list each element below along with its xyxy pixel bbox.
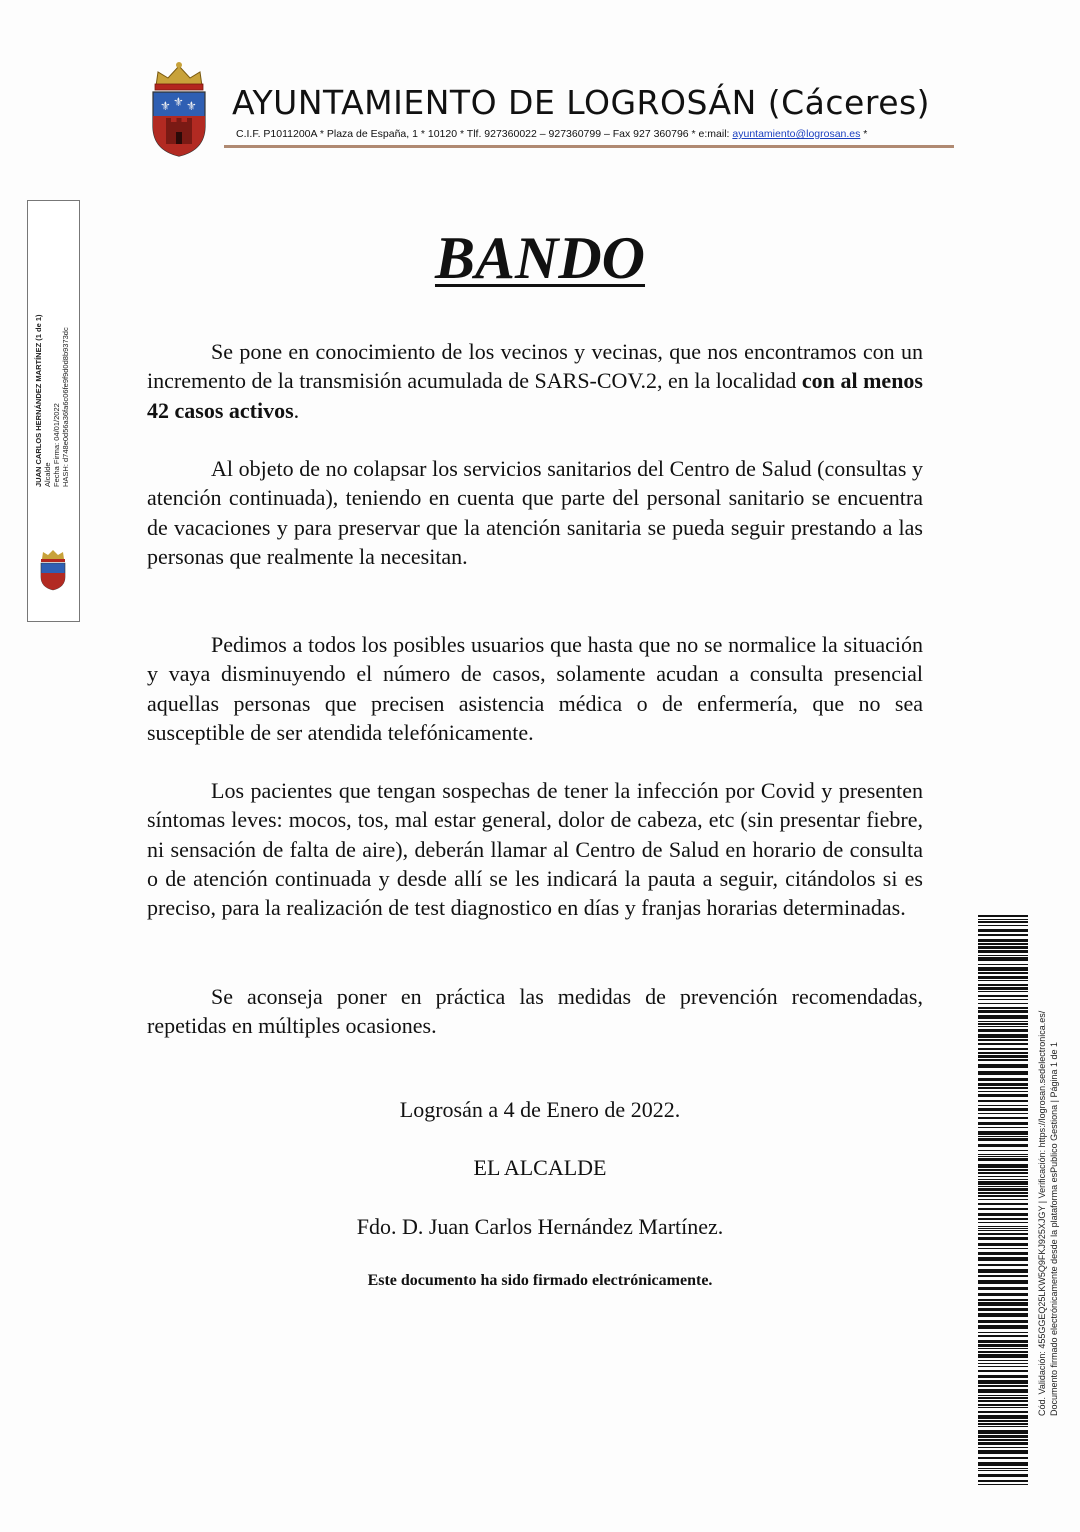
barcode-bar xyxy=(978,1395,1028,1396)
barcode-bar xyxy=(978,1176,1028,1177)
paragraph-1-end: . xyxy=(293,397,300,423)
barcode-bar xyxy=(978,1021,1028,1022)
barcode-bar xyxy=(978,1397,1028,1399)
e-signature-note: Este documento ha sido firmado electrónicamente. xyxy=(367,1272,713,1289)
barcode-bar xyxy=(978,1108,1028,1111)
barcode-bar xyxy=(978,1087,1028,1089)
barcode-bar xyxy=(978,950,1028,953)
barcode-bar xyxy=(978,929,1028,932)
barcode-bar xyxy=(978,1023,1028,1025)
barcode-bar xyxy=(978,1188,1028,1191)
barcode-bar xyxy=(978,984,1028,986)
barcode-bar xyxy=(978,1136,1028,1137)
barcode-bar xyxy=(978,1156,1028,1157)
barcode-bar xyxy=(978,1172,1028,1174)
barcode-bar xyxy=(978,1480,1028,1482)
barcode-bar xyxy=(978,1420,1028,1422)
barcode-bar xyxy=(978,1078,1028,1081)
document-title-text: BANDO xyxy=(434,225,646,291)
barcode-bar xyxy=(978,1230,1028,1231)
barcode-bar xyxy=(978,1407,1028,1408)
barcode-bar xyxy=(978,939,1028,942)
barcode-bar xyxy=(978,1150,1028,1151)
date-line: Logrosán a 4 de Enero de 2022. xyxy=(399,1097,681,1122)
barcode-bar xyxy=(978,1222,1028,1223)
barcode-bar xyxy=(978,1127,1028,1128)
barcode-bar xyxy=(978,1348,1028,1349)
barcode-bar xyxy=(978,1179,1028,1180)
barcode-bar xyxy=(978,1468,1028,1469)
verification-text xyxy=(1036,1010,1062,1416)
barcode-bar xyxy=(978,1144,1028,1147)
barcode-bar xyxy=(978,1462,1028,1466)
barcode-bar xyxy=(978,1218,1028,1220)
barcode-bar xyxy=(978,1237,1028,1240)
barcode-bar xyxy=(978,1450,1028,1454)
barcode-bar xyxy=(978,1320,1028,1323)
barcode-bar xyxy=(978,943,1028,945)
barcode-bar xyxy=(978,1264,1028,1266)
barcode-bar xyxy=(978,1380,1028,1384)
barcode-bar xyxy=(978,1059,1028,1061)
barcode-bar xyxy=(978,957,1028,961)
paragraph-4: Los pacientes que tengan sospechas de tener la infección por Covid y presenten síntomas leves: mocos, tos, mal estar general, dolor de cabeza, etc (sin presentar fiebre, ni sensación de falta de aire), deberán llamar al Centro de Salud en horario de consulta o de atención continuada y desde allí se les indicará la pauta a seguir, citándolos si es preciso, para la realización de test diagnostico en días y franjas horarias determinadas. xyxy=(147,778,923,921)
barcode-bar xyxy=(978,921,1028,923)
barcode-bar xyxy=(978,1344,1028,1347)
barcode-bar xyxy=(978,1043,1028,1045)
signer-name: JUAN CARLOS HERNÁNDEZ MARTÍNEZ (1 de 1) xyxy=(34,314,43,487)
barcode-bar xyxy=(978,1122,1028,1125)
barcode-bar xyxy=(978,1252,1028,1255)
barcode-bar xyxy=(978,1034,1028,1038)
barcode-bar xyxy=(978,1164,1028,1168)
barcode-bar xyxy=(978,925,1028,926)
barcode-bar xyxy=(978,1007,1028,1009)
barcode-bar xyxy=(978,1293,1028,1296)
barcode-bar xyxy=(978,1158,1028,1161)
barcode-bar xyxy=(978,1026,1028,1027)
barcode-bar xyxy=(978,1213,1028,1216)
barcode-bar xyxy=(978,1439,1028,1441)
barcode-bar xyxy=(978,1113,1028,1114)
barcode-bar xyxy=(978,964,1028,965)
signer-role: Alcalde xyxy=(43,462,52,487)
barcode-bar xyxy=(978,919,1028,920)
barcode-bar xyxy=(978,1484,1028,1485)
header-divider xyxy=(224,145,954,148)
barcode-bar xyxy=(978,1100,1028,1102)
barcode-bar xyxy=(978,1181,1028,1185)
barcode-bar xyxy=(978,999,1028,1000)
signature-stamp-text xyxy=(34,115,74,487)
barcode-bar xyxy=(978,1457,1028,1459)
barcode-bar xyxy=(978,1208,1028,1210)
paragraph-3: Pedimos a todos los posibles usuarios que hasta que no se normalice la situación y vaya disminuyendo el número de casos, solamente acudan a consulta presencial aquellas personas que precisen asistencia médica o de enfermería, que no sea susceptible de ser atendida telefónicamente. xyxy=(147,632,923,745)
email-link[interactable]: ayuntamiento@logrosan.es xyxy=(732,128,861,140)
barcode-bar xyxy=(978,934,1028,936)
verification-code: Cód. Validación: 455GGEQ25LKW5Q9FKJ925XJGY | Verificación: https://logrosan.sedelectronica.es/ xyxy=(1037,1010,1047,1416)
barcode-bar xyxy=(978,1091,1028,1092)
barcode-bar xyxy=(978,1332,1028,1333)
barcode-bar xyxy=(978,967,1028,971)
barcode-bar xyxy=(978,1226,1028,1227)
contact-info xyxy=(236,128,867,140)
barcode-bar xyxy=(978,1105,1028,1106)
barcode-bar xyxy=(978,1411,1028,1413)
barcode-bar xyxy=(978,1015,1028,1019)
barcode-bar xyxy=(978,955,1028,956)
barcode-bar xyxy=(978,1354,1028,1358)
barcode-bar xyxy=(978,1447,1028,1448)
signature-date: Fecha Firma: 04/01/2022 xyxy=(52,403,61,487)
barcode-bar xyxy=(978,946,1028,949)
barcode-bar xyxy=(978,976,1028,979)
barcode-icon xyxy=(978,915,1028,1485)
barcode-bar xyxy=(978,1117,1028,1119)
barcode-bar xyxy=(978,1366,1028,1367)
barcode-bar xyxy=(978,972,1028,974)
barcode-bar xyxy=(978,1192,1028,1194)
barcode-bar xyxy=(978,1308,1028,1311)
contact-details: C.I.F. P1011200A * Plaza de España, 1 * 10120 * Tlf. 927360022 – 927360799 – Fax 927 360796 * e:mail: xyxy=(236,128,733,140)
paragraph-1 xyxy=(147,337,923,425)
barcode-bar xyxy=(978,1389,1028,1393)
barcode-bar xyxy=(978,1154,1028,1155)
barcode-bar xyxy=(978,1243,1028,1246)
barcode-bar xyxy=(978,1470,1028,1471)
svg-text:⚜: ⚜ xyxy=(160,99,171,113)
barcode-bar xyxy=(978,1325,1028,1329)
barcode-bar xyxy=(978,1064,1028,1068)
barcode-bar xyxy=(978,1003,1028,1004)
stamp-crest-icon xyxy=(38,549,68,591)
barcode-bar xyxy=(978,1195,1028,1197)
barcode-bar xyxy=(978,1287,1028,1290)
paragraph-1-emphasis: con al menos 42 casos activos xyxy=(147,368,923,423)
barcode-bar xyxy=(978,1269,1028,1273)
barcode-bar xyxy=(978,1138,1028,1141)
svg-text:⚜: ⚜ xyxy=(173,95,184,109)
paragraph-1-text: Se pone en conocimiento de los vecinos y vecinas, que nos encontramos con un incremento de la transmisión acumulada de SARS-COV.2, en la localidad xyxy=(147,339,923,394)
barcode-bar xyxy=(978,1299,1028,1301)
barcode-bar xyxy=(978,1055,1028,1058)
signer-title: EL ALCALDE xyxy=(473,1155,607,1180)
barcode-bar xyxy=(978,991,1028,992)
coat-of-arms-icon xyxy=(148,60,210,158)
barcode-bar xyxy=(978,1029,1028,1032)
barcode-bar xyxy=(978,1094,1028,1097)
paragraph-5: Se aconseja poner en práctica las medidas de prevención recomendadas, repetidas en múltiples ocasiones. xyxy=(147,984,923,1039)
signature-hash: HASH: d748e0d56a36fa6c06fe9f9d0d8b9373dc xyxy=(61,327,70,487)
barcode-bar xyxy=(978,1430,1028,1434)
barcode-bar xyxy=(978,1048,1028,1050)
barcode-bar xyxy=(978,987,1028,990)
barcode-bar xyxy=(978,1435,1028,1438)
document-title xyxy=(0,222,1080,294)
barcode-bar xyxy=(978,1257,1028,1261)
municipality-title: AYUNTAMIENTO DE LOGROSÁN (Cáceres) xyxy=(232,83,931,122)
barcode-bar xyxy=(978,1083,1028,1086)
barcode-bar xyxy=(978,1131,1028,1135)
barcode-bar xyxy=(978,980,1028,981)
barcode-bar xyxy=(978,1415,1028,1419)
barcode-bar xyxy=(978,995,1028,997)
barcode-bar xyxy=(978,1351,1028,1353)
barcode-bar xyxy=(978,1340,1028,1343)
barcode-bar xyxy=(978,1400,1028,1402)
barcode-bar xyxy=(978,1474,1028,1477)
barcode-bar xyxy=(978,1233,1028,1235)
barcode-bar xyxy=(978,1228,1028,1229)
barcode-bar xyxy=(978,1423,1028,1425)
barcode-bar xyxy=(978,1248,1028,1249)
barcode-bar xyxy=(978,1375,1028,1378)
barcode-bar xyxy=(978,1302,1028,1306)
barcode-bar xyxy=(978,1363,1028,1364)
barcode-bar xyxy=(978,1275,1028,1277)
barcode-bar xyxy=(978,1426,1028,1427)
barcode-bar xyxy=(978,1360,1028,1361)
barcode-bar xyxy=(978,1203,1028,1205)
signer-name-line: Fdo. D. Juan Carlos Hernández Martínez. xyxy=(356,1214,724,1239)
barcode-bar xyxy=(978,1199,1028,1200)
barcode-bar xyxy=(978,1385,1028,1387)
contact-suffix: * xyxy=(860,128,868,140)
paragraph-2: Al objeto de no colapsar los servicios sanitarios del Centro de Salud (consultas y atención continuada), teniendo en cuenta que parte del personal sanitario se encuentra de vacaciones y para preservar que la atención sanitaria se pueda seguir prestando a las personas que realmente la necesitan. xyxy=(147,456,923,569)
barcode-bar xyxy=(978,1010,1028,1013)
barcode-bar xyxy=(978,1186,1028,1187)
barcode-bar xyxy=(978,1280,1028,1284)
barcode-bar xyxy=(978,1370,1028,1372)
barcode-bar xyxy=(978,1442,1028,1445)
barcode-bar xyxy=(978,915,1028,917)
verification-platform: Documento firmado electrónicamente desde la plataforma esPublico Gestiona | Página 1 de 1 xyxy=(1049,1041,1059,1416)
barcode-bar xyxy=(978,1169,1028,1171)
barcode-bar xyxy=(978,1071,1028,1075)
barcode-bar xyxy=(978,1052,1028,1054)
barcode-bar xyxy=(978,1335,1028,1337)
svg-text:⚜: ⚜ xyxy=(186,99,197,113)
barcode-bar xyxy=(978,1313,1028,1317)
barcode-bar xyxy=(978,1404,1028,1406)
barcode-bar xyxy=(978,1039,1028,1041)
